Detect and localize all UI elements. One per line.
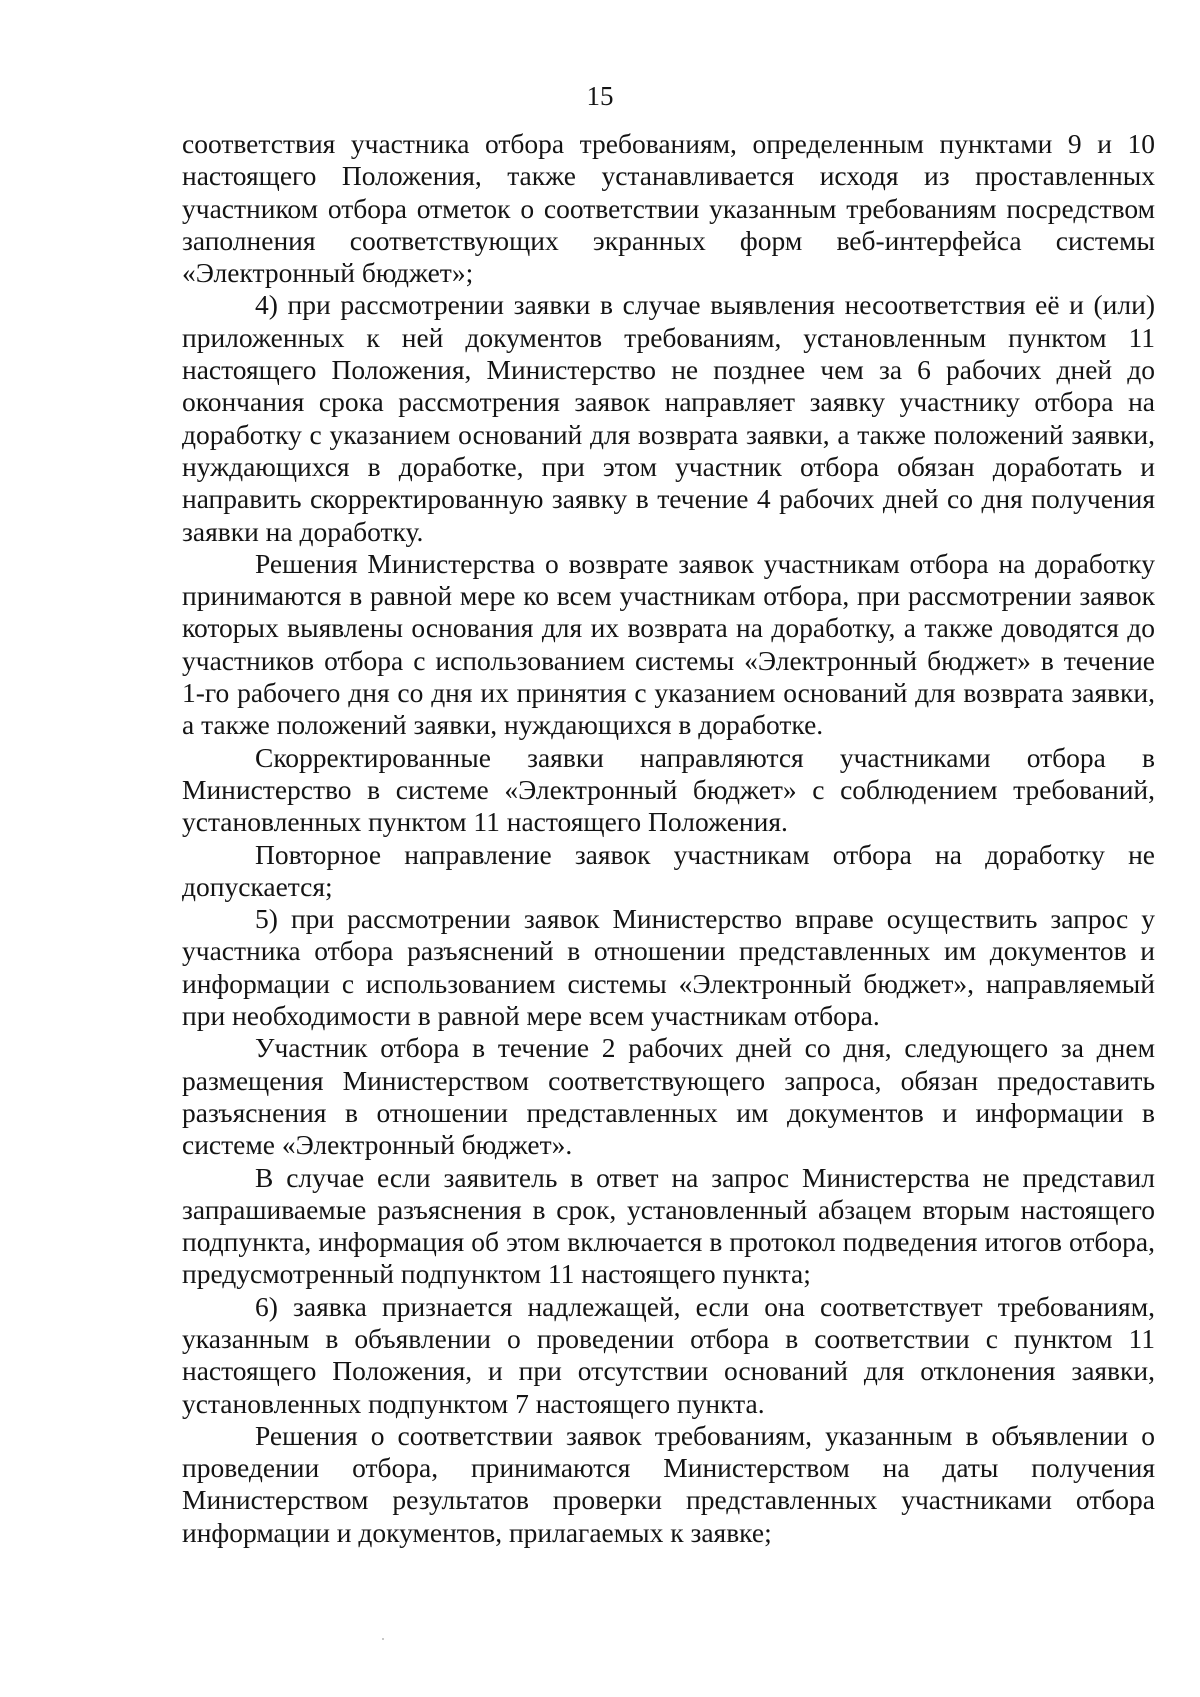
paragraph-item-4: 4) при рассмотрении заявки в случае выявления несоответствия её и (или) приложенных к ней документов требованиям, установленным пунктом 11 настоящего Положения, Министерство не позднее чем за 6 рабочих дней до окончания срока рассмотрения заявок направляет заявку участнику отбора на доработку с указанием оснований для возврата заявки, а также положений заявки, нуждающихся в доработке, при этом участник отбора обязан доработать и направить скорректированную заявку в течение 4 рабочих дней со дня получения заявки на доработку. <box>182 289 1155 547</box>
paragraph-corrected-applications: Скорректированные заявки направляются участниками отбора в Министерство в системе «Электронный бюджет» с соблюдением требований, установленных пунктом 11 настоящего Положения. <box>182 741 1155 838</box>
paragraph-continuation: соответствия участника отбора требованиям, определенным пунктами 9 и 10 настоящего Положения, также устанавливается исходя из проставленных участником отбора отметок о соответствии указанным требованиям посредством заполнения соответствующих экранных форм веб-интерфейса системы «Электронный бюджет»; <box>182 128 1155 289</box>
page-number: 15 <box>586 81 614 111</box>
paragraph-compliance-decisions: Решения о соответствии заявок требованиям, указанным в объявлении о проведении отбора, принимаются Министерством на даты получения Министерством результатов проверки представленных участниками отбора информации и документов, прилагаемых к заявке; <box>182 1419 1155 1548</box>
scan-artifact <box>382 1638 384 1640</box>
paragraph-no-clarification: В случае если заявитель в ответ на запрос Министерства не представил запрашиваемые разъяснения в срок, установленный абзацем вторым настоящего подпункта, информация об этом включается в протокол подведения итогов отбора, предусмотренный подпунктом 11 настоящего пункта; <box>182 1161 1155 1290</box>
paragraph-repeat-not-allowed: Повторное направление заявок участникам отбора на доработку не допускается; <box>182 838 1155 902</box>
paragraph-item-6: 6) заявка признается надлежащей, если она соответствует требованиям, указанным в объявлении о проведении отбора в соответствии с пунктом 11 настоящего Положения, и при отсутствии оснований для отклонения заявки, установленных подпунктом 7 настоящего пункта. <box>182 1290 1155 1419</box>
paragraph-clarification-deadline: Участник отбора в течение 2 рабочих дней со дня, следующего за днем размещения Министерством соответствующего запроса, обязан предоставить разъяснения в отношении представленных им документов и информации в системе «Электронный бюджет». <box>182 1032 1155 1161</box>
paragraph-return-decisions: Решения Министерства о возврате заявок участникам отбора на доработку принимаются в равной мере ко всем участникам отбора, при рассмотрении заявок которых выявлены основания для их возврата на доработку, а также доводятся до участников отбора с использованием системы «Электронный бюджет» в течение 1-го рабочего дня со дня их принятия с указанием оснований для возврата заявки, а также положений заявки, нуждающихся в доработке. <box>182 547 1155 741</box>
paragraph-item-5: 5) при рассмотрении заявок Министерство вправе осуществить запрос у участника отбора разъяснений в отношении представленных им документов и информации с использованием системы «Электронный бюджет», направляемый при необходимости в равной мере всем участникам отбора. <box>182 903 1155 1032</box>
document-body <box>182 128 1155 1549</box>
